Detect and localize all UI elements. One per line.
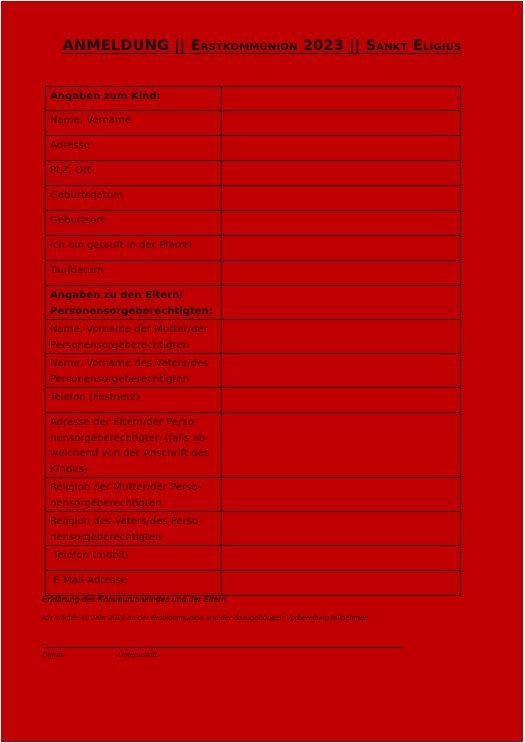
field-input-cell[interactable] (222, 111, 461, 136)
signature-label: Unterschrift: (118, 650, 159, 659)
field-label: Taufdatum (46, 261, 222, 286)
form-row (46, 388, 461, 413)
field-input-cell[interactable] (222, 388, 461, 413)
date-label: Datum: (42, 650, 67, 659)
declaration-text: Ich möchte im Jahr 2023 an der Erstkommunion und der dazugehörigen Vorbereitung teilnehmen. (42, 613, 371, 622)
field-input-cell[interactable] (222, 571, 461, 596)
field-input-cell[interactable] (222, 320, 461, 354)
section-header-blank (222, 87, 461, 111)
title-part-separator: || (343, 38, 366, 54)
field-label: Adresse (46, 136, 222, 161)
field-label: Telefon (Festnetz) (46, 388, 222, 413)
field-label: Geburtsdatum (46, 186, 222, 211)
form-row (46, 512, 461, 546)
section-header-label: Angaben zu den Eltern/ Personensorgeberechtigten: (46, 286, 222, 320)
field-label: Religion der Mutter/der Perso- nensorgeberechtigten (46, 478, 222, 512)
field-label: Geburtsort (46, 211, 222, 236)
signature-line (42, 647, 404, 648)
title-part-erstkommunion: Erstkommunion 2023 (190, 38, 344, 54)
form-row (46, 236, 461, 261)
title-part-anmeldung: ANMELDUNG || (62, 38, 191, 54)
field-label: Telefon (mobil) (46, 546, 222, 571)
field-label: Name, Vorname der Mutter/der Personensorgeberechtigten (46, 320, 222, 354)
form-row (46, 211, 461, 236)
form-row (46, 571, 461, 596)
section-header-label: Angaben zum Kind: (46, 87, 222, 111)
form-row (46, 413, 461, 478)
form-row (46, 286, 461, 320)
field-input-cell[interactable] (222, 478, 461, 512)
field-input-cell[interactable] (222, 211, 461, 236)
field-input-cell[interactable] (222, 236, 461, 261)
form-row (46, 111, 461, 136)
form-row (46, 320, 461, 354)
field-input-cell[interactable] (222, 136, 461, 161)
field-label: Religion des Vaters/des Perso- nensorgeberechtigten (46, 512, 222, 546)
field-input-cell[interactable] (222, 512, 461, 546)
form-row (46, 478, 461, 512)
field-input-cell[interactable] (222, 261, 461, 286)
field-label: Adresse der Eltern/der Perso- nensorgeberechtigten (falls ab- weichend von der Anschrift des Kindes) (46, 413, 222, 478)
field-label: Name, Vorname (46, 111, 222, 136)
registration-table (45, 86, 461, 596)
field-input-cell[interactable] (222, 546, 461, 571)
form-row (46, 546, 461, 571)
field-label: PLZ, Ort (46, 161, 222, 186)
page-title (1, 38, 523, 54)
field-label: Name, Vorname des Vaters/des Personensorgeberechtigten (46, 354, 222, 388)
field-input-cell[interactable] (222, 186, 461, 211)
field-label: Ich bin getauft in der Pfarrei (46, 236, 222, 261)
form-row (46, 87, 461, 111)
field-input-cell[interactable] (222, 161, 461, 186)
form-row (46, 136, 461, 161)
form-row (46, 261, 461, 286)
form-row (46, 161, 461, 186)
registration-form-page (1, 1, 523, 742)
declaration-title: Erklärung des Kommunionkindes und der Eltern (42, 595, 227, 604)
field-label: E-Mail-Adresse (46, 571, 222, 596)
form-row (46, 186, 461, 211)
section-header-blank (222, 286, 461, 320)
form-row (46, 354, 461, 388)
title-part-parish: Sankt Eligius (365, 38, 462, 54)
field-input-cell[interactable] (222, 354, 461, 388)
field-input-cell[interactable] (222, 413, 461, 478)
